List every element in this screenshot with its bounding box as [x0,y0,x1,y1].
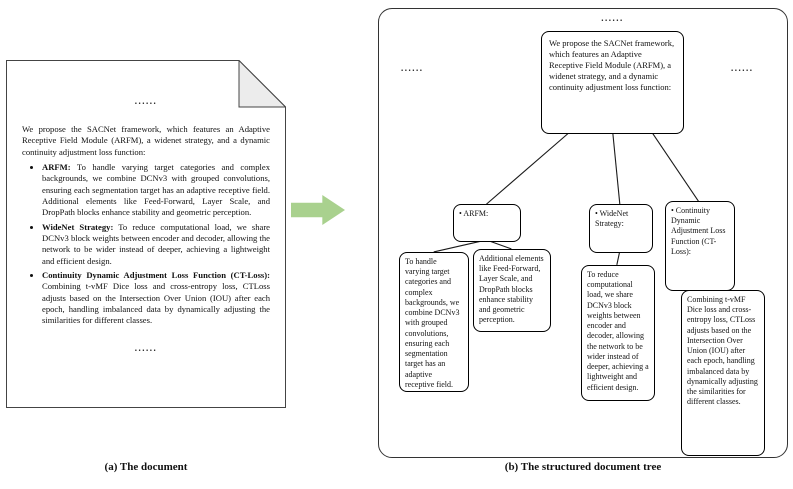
transform-arrow-icon [291,195,345,225]
document-ellipsis-bottom: ...... [134,342,158,353]
caption-document: (a) The document [104,461,188,473]
bullet-text: To handle varying target categories and complex backgrounds, we combine DCNv3 with grouped convolutions, ensuring each segmentation target has an adaptive receptive field. Additional elements like Feed-Forward, Layer Scale, and DropPath blocks enhance stability and geometric perception. [42,161,270,218]
tree-ellipsis-left: ...... [401,63,424,73]
bullet-item-arfm [42,162,270,219]
document-intro: We propose the SACNet framework, which features an Adaptive Receptive Field Module (ARFM), a widenet strategy, and a dynamic continuity adjustment loss function: [22,123,270,157]
tree-leaf-ctloss-detail: Combining t-vMF Dice loss and cross-entropy loss, CTLoss adjusts based on the Intersection Over Union (IOU) after each epoch, handling imbalanced data by dynamically adjusting the similarities for different classes. [681,290,765,456]
tree-leaf-arfm-additional-elements: Additional elements like Feed-Forward, Layer Scale, and DropPath blocks enhance stability and geometric perception. [473,249,551,332]
bullet-text: Combining t-vMF Dice loss and cross-entropy loss, CTLoss adjusts based on the Intersection Over Union (IOU) after each epoch, handling imbalanced data by dynamically adjusting the similarities for different classes. [42,281,270,326]
tree-root-node: We propose the SACNet framework, which features an Adaptive Receptive Field Module (ARFM), a widenet strategy, and a dynamic continuity adjustment loss function: [541,31,684,134]
document-content [22,86,270,355]
bullet-term: WideNet Strategy: [42,221,114,232]
bullet-item-widenet [42,222,270,267]
tree-leaf-widenet-detail: To reduce computational load, we share DCNv3 block weights between encoder and decoder, allowing the network to be wider instead of deeper, achieving a lightweight and efficient design. [581,265,655,401]
bullet-term: Continuity Dynamic Adjustment Loss Function (CT-Loss): [42,270,270,280]
document-panel [6,60,286,408]
document-ellipsis-top: ...... [134,96,158,106]
tree-ellipsis-top: ...... [601,13,624,23]
bullet-text: To reduce computational load, we share DCNv3 block weights between encoder and decoder, allowing the network to be wider instead of deeper, achieving a lightweight and efficient design. [42,221,270,266]
tree-child-widenet: • WideNet Strategy: [589,204,653,253]
caption-tree: (b) The structured document tree [504,461,662,473]
bullet-item-ctloss [42,270,270,327]
tree-child-arfm: • ARFM: [453,204,521,242]
tree-ellipsis-right: ...... [731,63,754,73]
tree-leaf-arfm-receptive-field: To handle varying target categories and complex backgrounds, we combine DCNv3 with grouped convolutions, ensuring each segmentation target has an adaptive receptive field. [399,252,469,392]
bullet-term: ARFM: [42,161,71,172]
tree-panel [378,8,788,458]
tree-child-ctloss: • Continuity Dynamic Adjustment Loss Function (CT-Loss): [665,201,735,291]
document-bullet-list [22,162,270,327]
